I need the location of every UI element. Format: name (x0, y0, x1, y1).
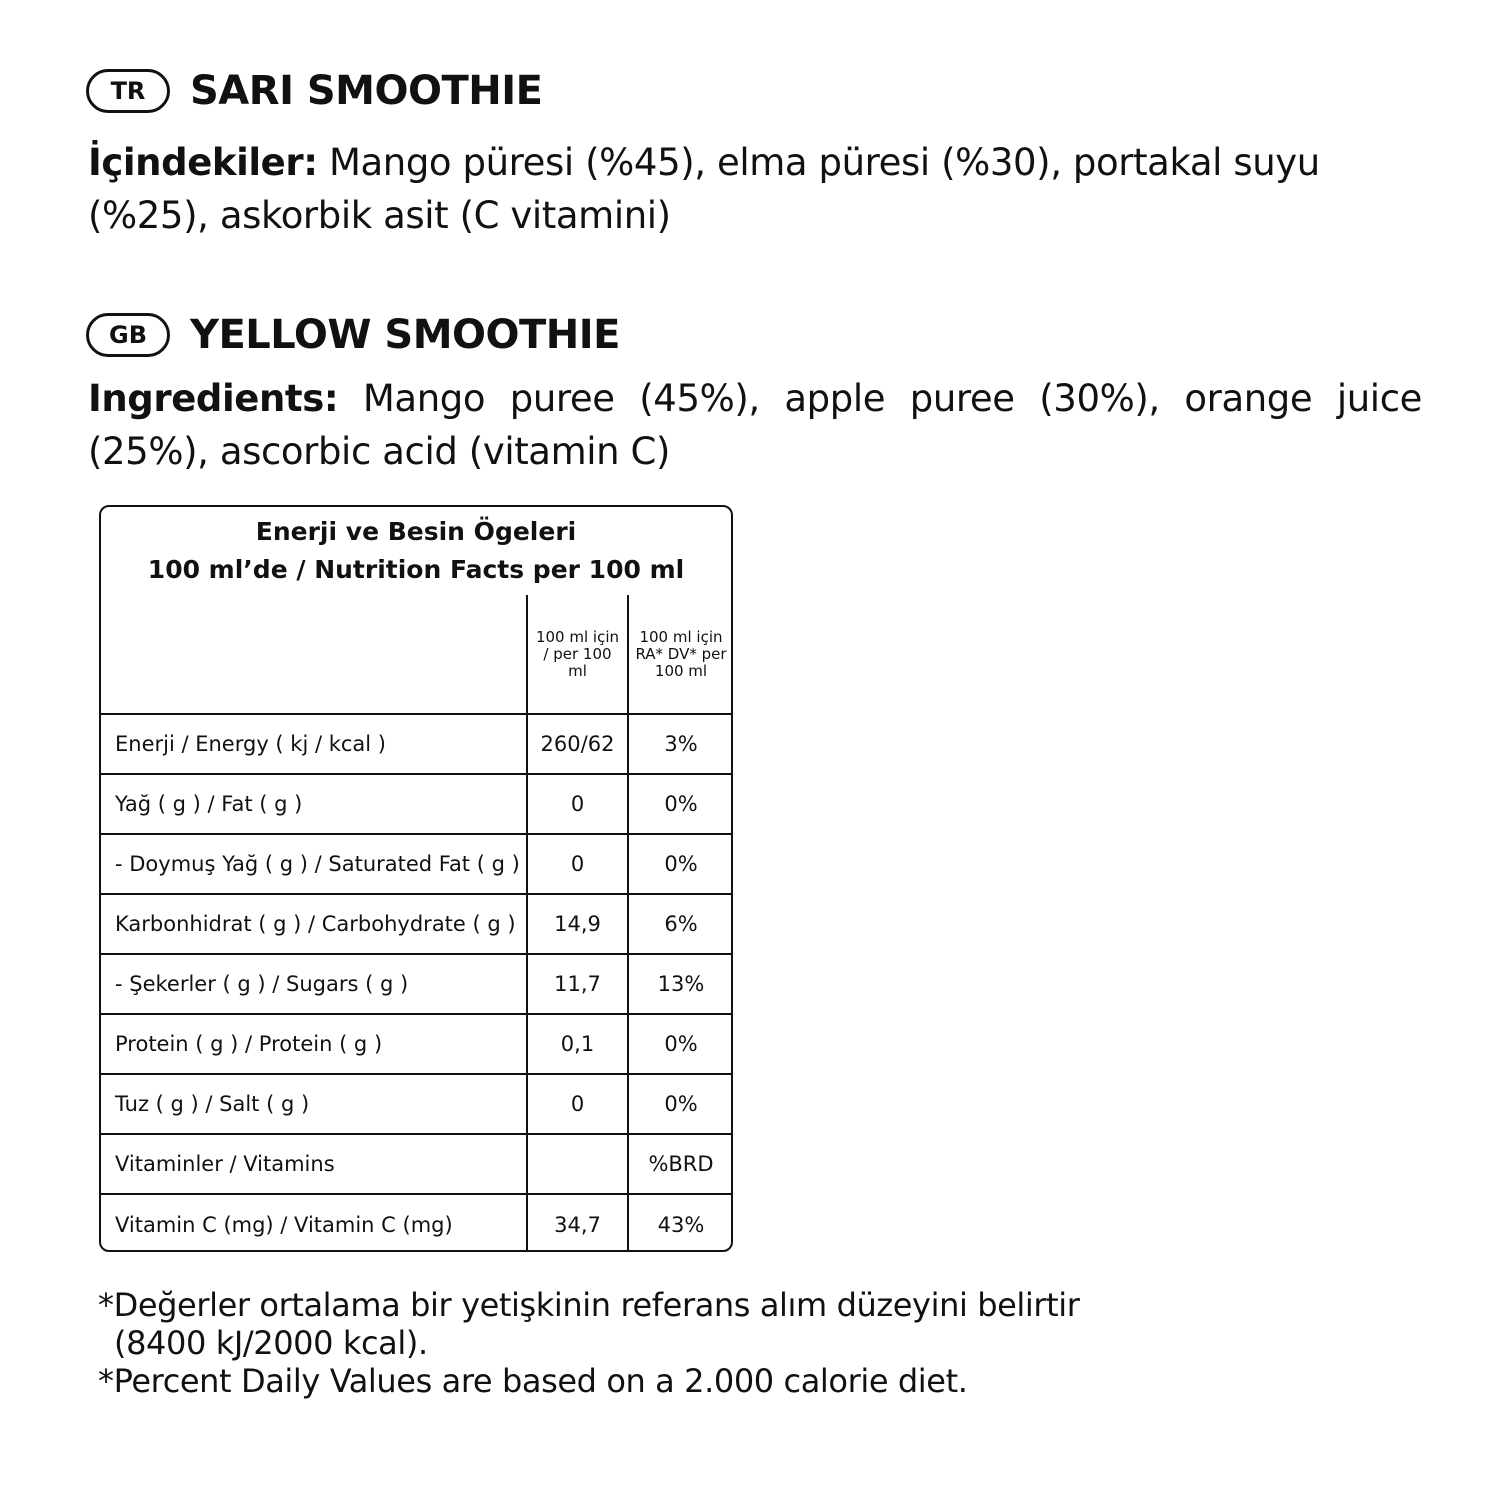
nutrient-label: - Doymuş Yağ ( g ) / Saturated Fat ( g ) (101, 834, 527, 894)
nutrient-ri-value: 6% (628, 894, 733, 954)
nutrient-label: Protein ( g ) / Protein ( g ) (101, 1014, 527, 1074)
nutrient-ri-value: 0% (628, 834, 733, 894)
nutrient-ri-value: 3% (628, 714, 733, 774)
gb-ingredients (88, 372, 1422, 478)
nutrition-row (101, 1134, 733, 1194)
gb-product-title: YELLOW SMOOTHIE (190, 312, 620, 358)
nutrient-ri-value: %BRD (628, 1134, 733, 1194)
nutrient-label: Yağ ( g ) / Fat ( g ) (101, 774, 527, 834)
footnotes (98, 1286, 1098, 1400)
nutrient-ri-value: 0% (628, 1014, 733, 1074)
footnote-tr-line1: *Değerler ortalama bir yetişkinin referans alım düzeyini belirtir (98, 1286, 1080, 1324)
nutrition-row (101, 714, 733, 774)
gb-heading (86, 312, 620, 358)
tr-ingredients (88, 136, 1422, 242)
tr-language-badge: TR (86, 69, 170, 113)
nutrient-per100-value: 260/62 (527, 714, 628, 774)
footnote-tr-line2: (8400 kJ/2000 kcal). (114, 1324, 428, 1362)
tr-ingredients-text: Mango püresi (%45), elma püresi (%30), portakal suyu (%25), askorbik asit (C vitamini) (88, 141, 1320, 237)
nutrition-title-line2: 100 ml’de / Nutrition Facts per 100 ml (147, 555, 685, 584)
nutrition-title (101, 507, 731, 595)
nutrient-per100-value: 34,7 (527, 1194, 628, 1252)
nutrient-per100-value: 0 (527, 774, 628, 834)
header-per100: 100 ml için / per 100 ml (527, 595, 628, 714)
nutrient-label: Enerji / Energy ( kj / kcal ) (101, 714, 527, 774)
nutrition-row (101, 894, 733, 954)
nutrient-label: Tuz ( g ) / Salt ( g ) (101, 1074, 527, 1134)
nutrition-title-line1: Enerji ve Besin Ögeleri (255, 517, 577, 546)
header-reference-intake: 100 ml için RA* DV* per 100 ml (628, 595, 733, 714)
gb-ingredients-text: Mango puree (45%), apple puree (30%), orange juice (25%), ascorbic acid (vitamin C) (88, 377, 1422, 473)
nutrition-table (101, 595, 733, 1252)
tr-heading (86, 68, 542, 114)
nutrient-per100-value: 0 (527, 1074, 628, 1134)
footnote-en: *Percent Daily Values are based on a 2.000 calorie diet. (98, 1362, 968, 1400)
tr-product-title: SARI SMOOTHIE (190, 68, 543, 114)
nutrition-row (101, 954, 733, 1014)
nutrition-row (101, 1194, 733, 1252)
nutrient-label: Vitaminler / Vitamins (101, 1134, 527, 1194)
nutrient-per100-value: 11,7 (527, 954, 628, 1014)
nutrient-ri-value: 43% (628, 1194, 733, 1252)
nutrition-facts-panel (99, 505, 733, 1252)
nutrient-label: Vitamin C (mg) / Vitamin C (mg) (101, 1194, 527, 1252)
nutrient-per100-value: 0,1 (527, 1014, 628, 1074)
gb-ingredients-label: Ingredients: (88, 377, 339, 420)
nutrition-row (101, 834, 733, 894)
nutrient-ri-value: 0% (628, 774, 733, 834)
nutrient-per100-value (527, 1134, 628, 1194)
nutrient-per100-value: 0 (527, 834, 628, 894)
nutrient-ri-value: 0% (628, 1074, 733, 1134)
nutrition-header-row (101, 595, 733, 714)
header-blank-cell (101, 595, 527, 714)
nutrition-row (101, 774, 733, 834)
gb-language-badge: GB (86, 313, 170, 357)
nutrient-ri-value: 13% (628, 954, 733, 1014)
nutrient-per100-value: 14,9 (527, 894, 628, 954)
nutrient-label: - Şekerler ( g ) / Sugars ( g ) (101, 954, 527, 1014)
tr-ingredients-label: İçindekiler: (88, 141, 318, 184)
nutrition-row (101, 1074, 733, 1134)
nutrient-label: Karbonhidrat ( g ) / Carbohydrate ( g ) (101, 894, 527, 954)
nutrition-row (101, 1014, 733, 1074)
